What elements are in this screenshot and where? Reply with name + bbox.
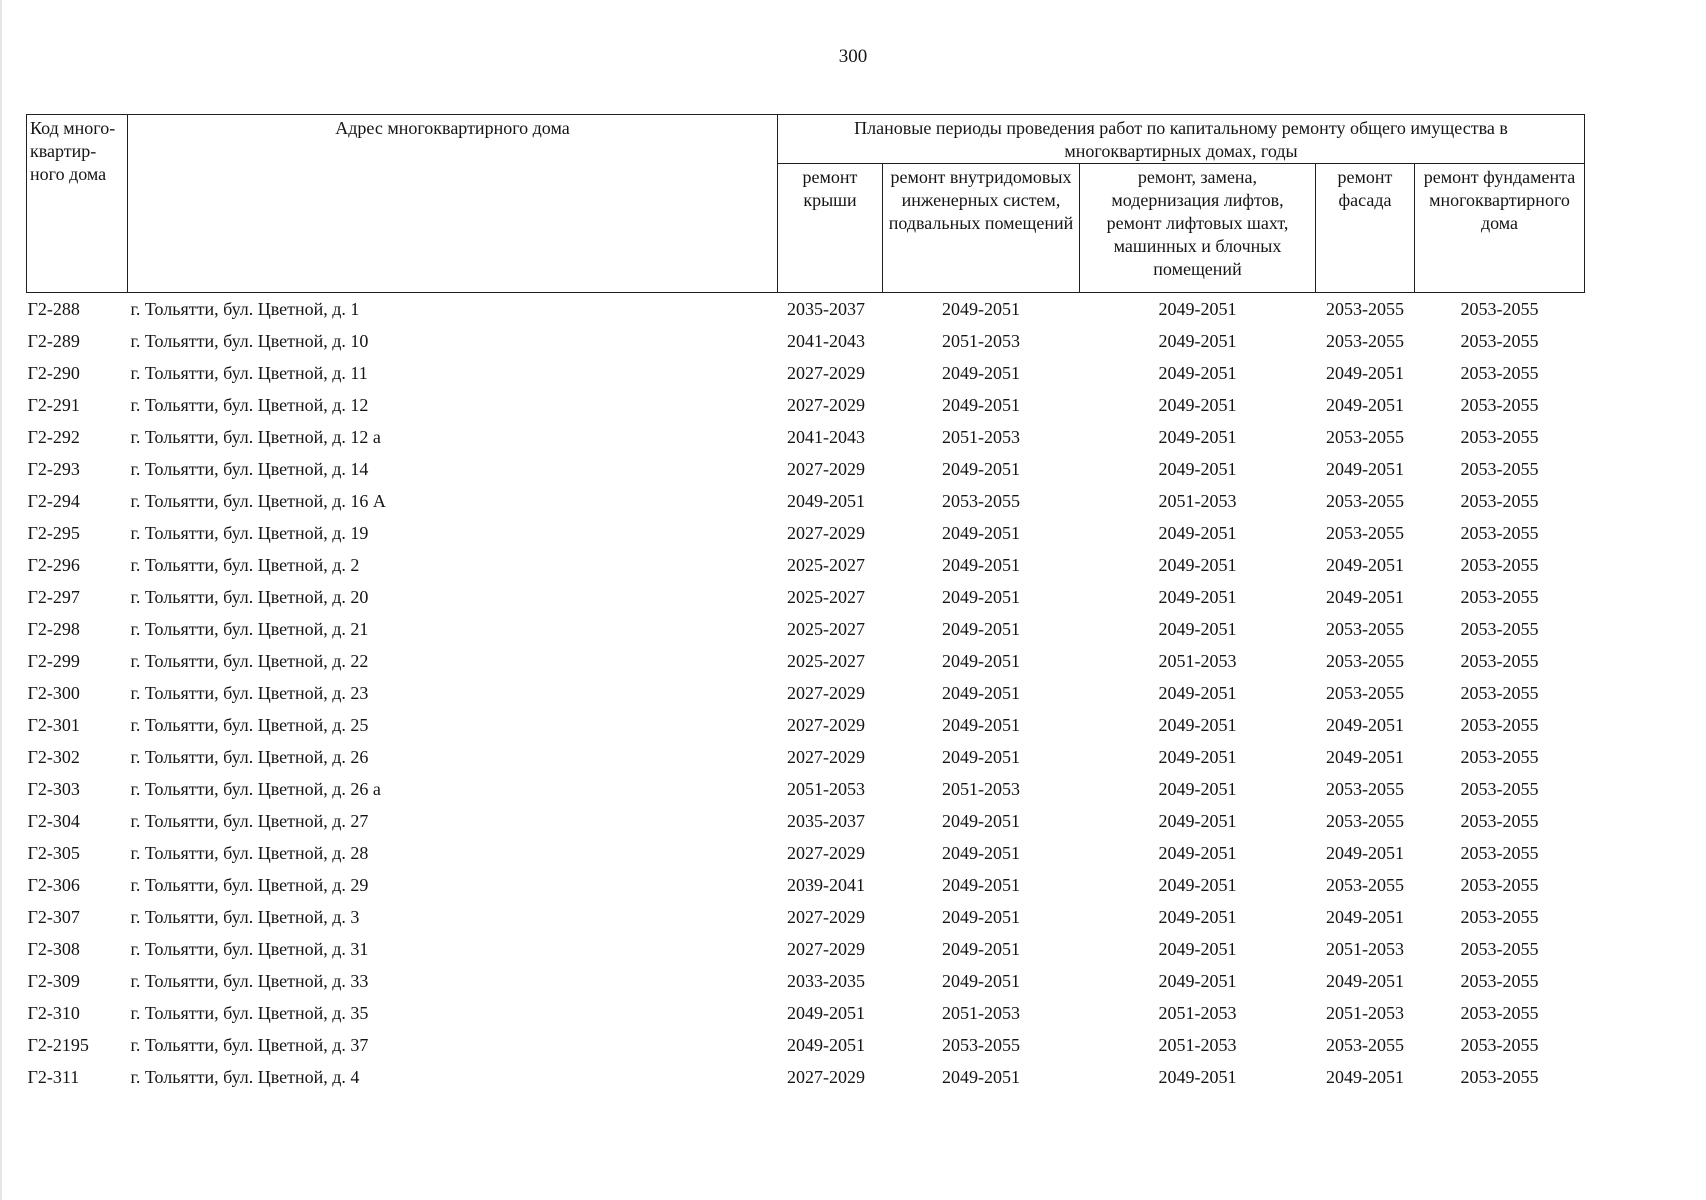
cell-facade: 2049-2051: [1326, 586, 1404, 607]
cell-engineering: 2049-2051: [942, 842, 1020, 863]
cell-foundation: 2053-2055: [1460, 1034, 1539, 1055]
cell-foundation: 2053-2055: [1460, 618, 1539, 639]
cell-code: Г2-304: [27, 810, 80, 831]
cell-facade: 2049-2051: [1326, 554, 1404, 575]
cell-facade: 2053-2055: [1326, 650, 1404, 671]
cell-lift: 2051-2053: [1158, 1034, 1237, 1055]
cell-facade: 2053-2055: [1326, 810, 1404, 831]
cell-code: Г2-311: [27, 1066, 80, 1087]
table-row: [27, 709, 1585, 741]
table-row: [27, 517, 1585, 549]
table-row: [27, 389, 1585, 421]
cell-address: г. Тольятти, бул. Цветной, д. 16 А: [130, 490, 386, 511]
cell-lift: 2049-2051: [1158, 746, 1237, 767]
cell-address: г. Тольятти, бул. Цветной, д. 10: [130, 330, 369, 351]
cell-address: г. Тольятти, бул. Цветной, д. 26: [130, 746, 369, 767]
table-row: [27, 325, 1585, 357]
header-code: Код много-квартир-ного дома: [27, 115, 128, 293]
cell-code: Г2-298: [27, 618, 80, 639]
cell-facade: 2049-2051: [1326, 970, 1404, 991]
table-row: [27, 805, 1585, 837]
cell-roof: 2027-2029: [787, 394, 865, 415]
cell-foundation: 2053-2055: [1460, 490, 1539, 511]
cell-foundation: 2053-2055: [1460, 938, 1539, 959]
cell-lift: 2049-2051: [1158, 586, 1237, 607]
cell-roof: 2035-2037: [787, 810, 865, 831]
table-body: [27, 293, 1585, 1094]
cell-roof: 2041-2043: [787, 330, 865, 351]
cell-code: Г2-291: [27, 394, 80, 415]
cell-code: Г2-293: [27, 458, 80, 479]
cell-facade: 2053-2055: [1326, 330, 1404, 351]
cell-code: Г2-306: [27, 874, 80, 895]
header-foundation: ремонт фундамента многоквартирного дома: [1415, 164, 1585, 293]
cell-facade: 2049-2051: [1326, 362, 1404, 383]
cell-roof: 2025-2027: [787, 618, 865, 639]
cell-facade: 2049-2051: [1326, 1066, 1404, 1087]
cell-engineering: 2049-2051: [942, 362, 1020, 383]
cell-foundation: 2053-2055: [1460, 458, 1539, 479]
cell-foundation: 2053-2055: [1460, 842, 1539, 863]
cell-facade: 2053-2055: [1326, 874, 1404, 895]
cell-code: Г2-294: [27, 490, 80, 511]
header-engineering: ремонт внутридомовых инженерных систем, подвальных помещений: [883, 164, 1080, 293]
cell-code: Г2-300: [27, 682, 80, 703]
cell-foundation: 2053-2055: [1460, 746, 1539, 767]
table-row: [27, 581, 1585, 613]
cell-foundation: 2053-2055: [1460, 586, 1539, 607]
cell-roof: 2027-2029: [787, 714, 865, 735]
cell-foundation: 2053-2055: [1460, 682, 1539, 703]
cell-foundation: 2053-2055: [1460, 874, 1539, 895]
cell-roof: 2027-2029: [787, 458, 865, 479]
cell-address: г. Тольятти, бул. Цветной, д. 22: [130, 650, 369, 671]
cell-roof: 2027-2029: [787, 362, 865, 383]
header-roof: ремонт крыши: [778, 164, 883, 293]
cell-engineering: 2049-2051: [942, 810, 1020, 831]
cell-facade: 2049-2051: [1326, 458, 1404, 479]
cell-facade: 2051-2053: [1326, 938, 1404, 959]
cell-facade: 2053-2055: [1326, 298, 1404, 319]
cell-roof: 2051-2053: [787, 778, 865, 799]
cell-foundation: 2053-2055: [1460, 778, 1539, 799]
cell-address: г. Тольятти, бул. Цветной, д. 4: [130, 1066, 360, 1087]
cell-lift: 2049-2051: [1158, 618, 1237, 639]
cell-engineering: 2051-2053: [942, 330, 1020, 351]
table-row: [27, 549, 1585, 581]
table-row: [27, 613, 1585, 645]
cell-roof: 2027-2029: [787, 842, 865, 863]
cell-engineering: 2049-2051: [942, 394, 1020, 415]
cell-engineering: 2049-2051: [942, 522, 1020, 543]
table-row: [27, 293, 1585, 326]
cell-roof: 2049-2051: [787, 1034, 865, 1055]
cell-engineering: 2053-2055: [942, 490, 1020, 511]
cell-foundation: 2053-2055: [1460, 522, 1539, 543]
table-row: [27, 869, 1585, 901]
cell-engineering: 2049-2051: [942, 1066, 1020, 1087]
cell-lift: 2051-2053: [1158, 1002, 1237, 1023]
cell-facade: 2051-2053: [1326, 1002, 1404, 1023]
table-row: [27, 645, 1585, 677]
cell-code: Г2-307: [27, 906, 80, 927]
cell-code: Г2-2195: [27, 1034, 89, 1055]
cell-address: г. Тольятти, бул. Цветной, д. 21: [130, 618, 369, 639]
cell-lift: 2049-2051: [1158, 362, 1237, 383]
capital-repair-table: [26, 114, 1585, 1093]
cell-foundation: 2053-2055: [1460, 714, 1539, 735]
cell-address: г. Тольятти, бул. Цветной, д. 29: [130, 874, 369, 895]
cell-roof: 2027-2029: [787, 746, 865, 767]
cell-roof: 2027-2029: [787, 682, 865, 703]
cell-facade: 2053-2055: [1326, 522, 1404, 543]
cell-lift: 2049-2051: [1158, 842, 1237, 863]
cell-lift: 2049-2051: [1158, 554, 1237, 575]
cell-lift: 2049-2051: [1158, 970, 1237, 991]
table-row: [27, 1029, 1585, 1061]
cell-engineering: 2051-2053: [942, 426, 1020, 447]
cell-roof: 2039-2041: [787, 874, 865, 895]
cell-lift: 2049-2051: [1158, 426, 1237, 447]
cell-engineering: 2049-2051: [942, 906, 1020, 927]
header-planned-periods: Плановые периоды проведения работ по капитальному ремонту общего имущества в многоквартирных домах, годы: [778, 115, 1585, 164]
cell-facade: 2049-2051: [1326, 906, 1404, 927]
cell-code: Г2-310: [27, 1002, 80, 1023]
cell-lift: 2049-2051: [1158, 1066, 1237, 1087]
table-row: [27, 485, 1585, 517]
table-row: [27, 837, 1585, 869]
cell-foundation: 2053-2055: [1460, 298, 1539, 319]
cell-address: г. Тольятти, бул. Цветной, д. 37: [130, 1034, 369, 1055]
header-address: Адрес многоквартирного дома: [128, 115, 778, 293]
cell-roof: 2027-2029: [787, 906, 865, 927]
cell-roof: 2041-2043: [787, 426, 865, 447]
table-row: [27, 453, 1585, 485]
cell-address: г. Тольятти, бул. Цветной, д. 23: [130, 682, 369, 703]
cell-foundation: 2053-2055: [1460, 970, 1539, 991]
cell-code: Г2-309: [27, 970, 80, 991]
scan-edge: [0, 0, 2, 1200]
cell-engineering: 2049-2051: [942, 970, 1020, 991]
cell-foundation: 2053-2055: [1460, 906, 1539, 927]
cell-roof: 2025-2027: [787, 554, 865, 575]
cell-engineering: 2049-2051: [942, 874, 1020, 895]
page-number: 300: [838, 46, 868, 67]
cell-lift: 2049-2051: [1158, 906, 1237, 927]
cell-address: г. Тольятти, бул. Цветной, д. 25: [130, 714, 369, 735]
cell-roof: 2033-2035: [787, 970, 865, 991]
cell-foundation: 2053-2055: [1460, 426, 1539, 447]
cell-lift: 2049-2051: [1158, 714, 1237, 735]
cell-lift: 2049-2051: [1158, 810, 1237, 831]
cell-facade: 2053-2055: [1326, 1034, 1404, 1055]
table-row: [27, 677, 1585, 709]
cell-address: г. Тольятти, бул. Цветной, д. 12: [130, 394, 369, 415]
header-lift: ремонт, замена, модернизация лифтов, ремонт лифтовых шахт, машинных и блочных помещений: [1080, 164, 1316, 293]
cell-engineering: 2049-2051: [942, 682, 1020, 703]
cell-engineering: 2049-2051: [942, 714, 1020, 735]
cell-engineering: 2049-2051: [942, 938, 1020, 959]
cell-address: г. Тольятти, бул. Цветной, д. 27: [130, 810, 369, 831]
cell-facade: 2049-2051: [1326, 842, 1404, 863]
cell-address: г. Тольятти, бул. Цветной, д. 1: [130, 298, 360, 319]
cell-engineering: 2051-2053: [942, 1002, 1020, 1023]
cell-code: Г2-305: [27, 842, 80, 863]
cell-facade: 2049-2051: [1326, 714, 1404, 735]
cell-engineering: 2051-2053: [942, 778, 1020, 799]
cell-lift: 2049-2051: [1158, 938, 1237, 959]
cell-foundation: 2053-2055: [1460, 810, 1539, 831]
cell-address: г. Тольятти, бул. Цветной, д. 2: [130, 554, 360, 575]
cell-foundation: 2053-2055: [1460, 1002, 1539, 1023]
cell-code: Г2-303: [27, 778, 80, 799]
cell-code: Г2-296: [27, 554, 80, 575]
cell-code: Г2-297: [27, 586, 80, 607]
cell-address: г. Тольятти, бул. Цветной, д. 35: [130, 1002, 369, 1023]
cell-facade: 2049-2051: [1326, 746, 1404, 767]
cell-engineering: 2049-2051: [942, 458, 1020, 479]
cell-code: Г2-289: [27, 330, 80, 351]
table-row: [27, 933, 1585, 965]
cell-lift: 2049-2051: [1158, 778, 1237, 799]
cell-code: Г2-299: [27, 650, 80, 671]
cell-lift: 2049-2051: [1158, 298, 1237, 319]
cell-code: Г2-290: [27, 362, 80, 383]
cell-roof: 2027-2029: [787, 1066, 865, 1087]
table-row: [27, 997, 1585, 1029]
cell-engineering: 2049-2051: [942, 554, 1020, 575]
cell-roof: 2025-2027: [787, 650, 865, 671]
cell-address: г. Тольятти, бул. Цветной, д. 19: [130, 522, 369, 543]
cell-engineering: 2049-2051: [942, 618, 1020, 639]
cell-foundation: 2053-2055: [1460, 362, 1539, 383]
cell-facade: 2053-2055: [1326, 426, 1404, 447]
cell-foundation: 2053-2055: [1460, 1066, 1539, 1087]
cell-address: г. Тольятти, бул. Цветной, д. 14: [130, 458, 369, 479]
cell-facade: 2053-2055: [1326, 682, 1404, 703]
table-row: [27, 965, 1585, 997]
cell-lift: 2049-2051: [1158, 682, 1237, 703]
cell-lift: 2051-2053: [1158, 490, 1237, 511]
cell-engineering: 2049-2051: [942, 746, 1020, 767]
cell-address: г. Тольятти, бул. Цветной, д. 11: [130, 362, 368, 383]
table-row: [27, 901, 1585, 933]
header-row-top: [27, 115, 1585, 164]
cell-code: Г2-292: [27, 426, 80, 447]
cell-facade: 2053-2055: [1326, 778, 1404, 799]
cell-lift: 2049-2051: [1158, 394, 1237, 415]
cell-facade: 2053-2055: [1326, 618, 1404, 639]
cell-foundation: 2053-2055: [1460, 554, 1539, 575]
cell-engineering: 2049-2051: [942, 298, 1020, 319]
cell-lift: 2049-2051: [1158, 458, 1237, 479]
table-row: [27, 773, 1585, 805]
cell-facade: 2053-2055: [1326, 490, 1404, 511]
cell-roof: 2027-2029: [787, 522, 865, 543]
cell-address: г. Тольятти, бул. Цветной, д. 20: [130, 586, 369, 607]
cell-code: Г2-295: [27, 522, 80, 543]
cell-code: Г2-308: [27, 938, 80, 959]
cell-foundation: 2053-2055: [1460, 650, 1539, 671]
cell-roof: 2027-2029: [787, 938, 865, 959]
cell-lift: 2049-2051: [1158, 522, 1237, 543]
cell-engineering: 2053-2055: [942, 1034, 1020, 1055]
cell-address: г. Тольятти, бул. Цветной, д. 31: [130, 938, 369, 959]
cell-engineering: 2049-2051: [942, 586, 1020, 607]
table-row: [27, 1061, 1585, 1093]
cell-roof: 2049-2051: [787, 1002, 865, 1023]
table-header: [27, 115, 1585, 293]
cell-address: г. Тольятти, бул. Цветной, д. 28: [130, 842, 369, 863]
cell-lift: 2051-2053: [1158, 650, 1237, 671]
cell-roof: 2025-2027: [787, 586, 865, 607]
cell-code: Г2-288: [27, 298, 80, 319]
table-row: [27, 741, 1585, 773]
cell-address: г. Тольятти, бул. Цветной, д. 3: [130, 906, 360, 927]
cell-lift: 2049-2051: [1158, 874, 1237, 895]
table-row: [27, 421, 1585, 453]
cell-code: Г2-301: [27, 714, 80, 735]
cell-address: г. Тольятти, бул. Цветной, д. 12 а: [130, 426, 381, 447]
cell-foundation: 2053-2055: [1460, 394, 1539, 415]
header-facade: ремонт фасада: [1316, 164, 1415, 293]
cell-engineering: 2049-2051: [942, 650, 1020, 671]
cell-foundation: 2053-2055: [1460, 330, 1539, 351]
cell-facade: 2049-2051: [1326, 394, 1404, 415]
cell-roof: 2035-2037: [787, 298, 865, 319]
cell-roof: 2049-2051: [787, 490, 865, 511]
cell-code: Г2-302: [27, 746, 80, 767]
cell-lift: 2049-2051: [1158, 330, 1237, 351]
cell-address: г. Тольятти, бул. Цветной, д. 33: [130, 970, 369, 991]
cell-address: г. Тольятти, бул. Цветной, д. 26 а: [130, 778, 381, 799]
table-row: [27, 357, 1585, 389]
